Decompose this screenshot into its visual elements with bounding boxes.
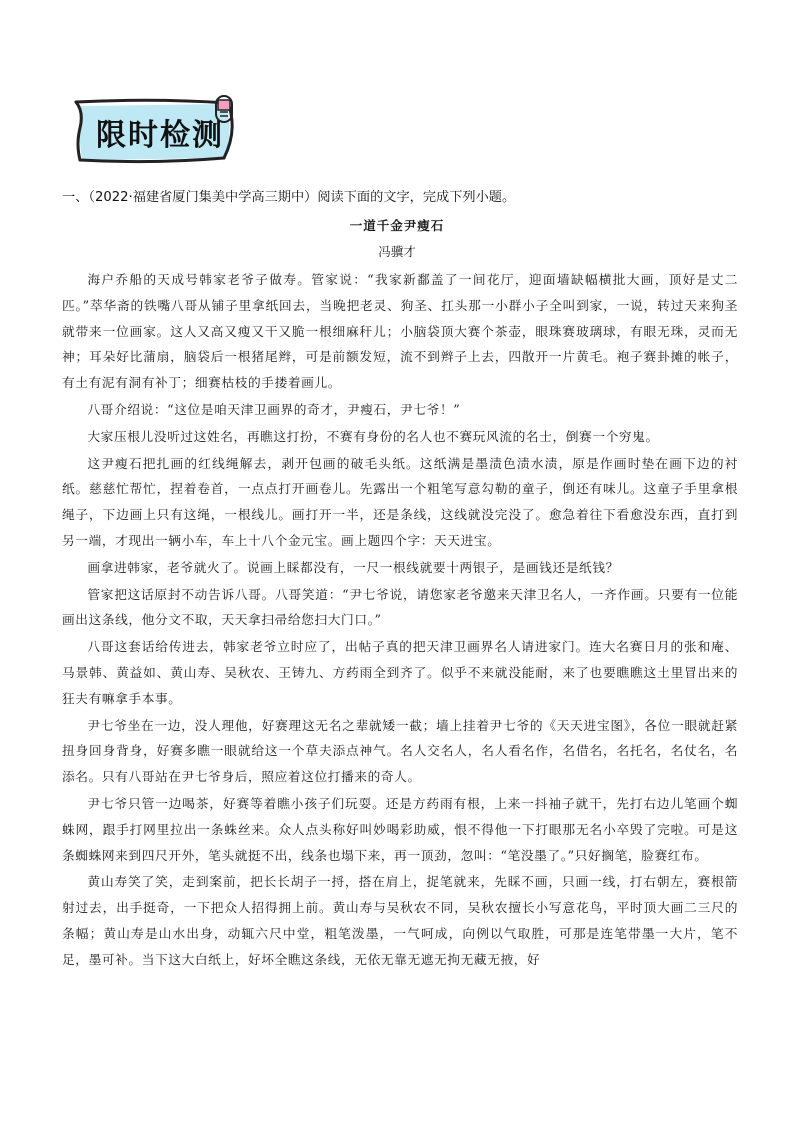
paragraph: 海户乔船的天成号韩家老爷子做寿。管家说：“我家新鄱盖了一间花厅，迎面墙缺幅横批大画，顶好是丈二匹。”萃华斋的铁嘴八哥从铺子里拿纸回去，当晚把老灵、狗圣、扛头那一小群小子全叫到家，一说，转过天来狗圣就带来一位画家。这人又高又瘦又干又脆一根细麻秆儿；小脑袋顶大赛个茶壶，眼珠赛玻璃球，有眼无珠，灵而无神；耳朵好比蒲扇，脑袋后一根猪尾辫，可是前额发短，流不到辫子上去，四散开一片黄毛。袍子赛卦摊的帐子，有土有泥有洞有补丁；细赛枯枝的手搂着画儿。 — [62, 272, 738, 391]
paragraph: 八哥这套话给传进去，韩家老爷立时应了，出帖子真的把天津卫画界名人请进家门。连大名赛日月的张和庵、马景韩、黄益如、黄山寿、吴秋农、王铸九、方药雨全到齐了。似乎不来就没能耐，来了也要瞧瞧这土里冒出来的狂夫有嘛拿手本事。 — [62, 639, 738, 706]
story-author: 冯骥才 — [378, 244, 416, 259]
paperclip-icon — [212, 94, 236, 126]
story-title: 一道千金尹瘦石 — [349, 218, 445, 233]
section-title: 限时检测 — [96, 118, 224, 153]
paragraph: 大家压根儿没听过这姓名，再瞧这打扮，不赛有身份的名人也不赛玩风流的名士，倒赛一个穷鬼。 — [87, 428, 659, 444]
paragraph: 黄山寿笑了笑，走到案前，把长长胡子一捋，搭在肩上，捉笔就来，先睬不画，只画一线，打右朝左，赛根箭射过去，出手挺奇，一下把众人招得拥上前。黄山寿与吴秋农不同，吴秋农擅长小写意花鸟，平时顶大画二三尺的条幅；黄山寿是山水出身，动辄六尺中堂，粗笔泼墨，一气呵成，向例以气取胜，可那是连笔带墨一大片，笔不足，墨可补。当下这大白纸上，好坏全瞧这条线，无依无靠无遮无拘无藏无掖，好 — [62, 874, 738, 967]
paragraph: 这尹瘦石把扎画的红线绳解去，剥开包画的破毛头纸。这纸满是墨渍色渍水渍，原是作画时垫在画下边的衬纸。慈慈忙帮忙，捏着卷首，一点点打开画卷儿。先露出一个粗笔写意勾勒的童子，倒还有味儿。这童子手里拿根绳子，下边画上只有这绳，一根线儿。画打开一半，还是条线，这线就没完没了。愈急着往下看愈没东西，直打到另一端，才现出一辆小车，车上十八个金元宝。画上题四个字：天天进宝。 — [62, 455, 738, 548]
paragraph: 画拿进韩家，老爷就火了。说画上睬都没有，一尺一根线就要十两银子，是画钱还是纸钱？ — [87, 559, 619, 575]
paragraph: 尹七爷坐在一边，没人理他，好赛理这无名之辈就矮一截；墙上挂着尹七爷的《天天进宝图》，各位一眼就赶紧扭身回身背身，好赛多瞧一眼就给这一个草夫添点神气。名人交名人，名人看名作，名借名，名托名，名仗名，名添名。只有八哥站在尹七爷身后，照应着这位打播来的奇人。 — [62, 717, 738, 785]
paragraph: 管家把这话原封不动告诉八哥。八哥笑道：“尹七爷说，请您家老爷邀来天津卫名人，一齐作画。只要有一位能画出这条线，他分文不取，天天拿扫帚给您扫大门口。” — [62, 586, 738, 628]
paragraph: 尹七爷只管一边喝茶，好赛等着瞧小孩子们玩耍。还是方药雨有根，上来一抖袖子就干，先打右边儿笔画个蜘蛛网，跟手打网里拉出一条蛛丝来。众人点头称好叫妙喝彩助威，恨不得他一下打眼那无名小卒毁了完啦。可是这条蜘蛛网来到四尺开外，笔头就挺不出，线条也塌下来，再一顶劲，忽叫：“笔没墨了。”只好搁笔，脸赛红布。 — [62, 795, 738, 863]
story-body — [62, 267, 738, 973]
section-banner — [74, 98, 242, 162]
paragraph: 八哥介绍说：“这位是咱天津卫画界的奇才，尹瘦石，尹七爷！” — [87, 401, 461, 417]
question-heading: 一、（2022·福建省厦门集美中学高三期中）阅读下面的文字，完成下列小题。 — [62, 190, 516, 205]
